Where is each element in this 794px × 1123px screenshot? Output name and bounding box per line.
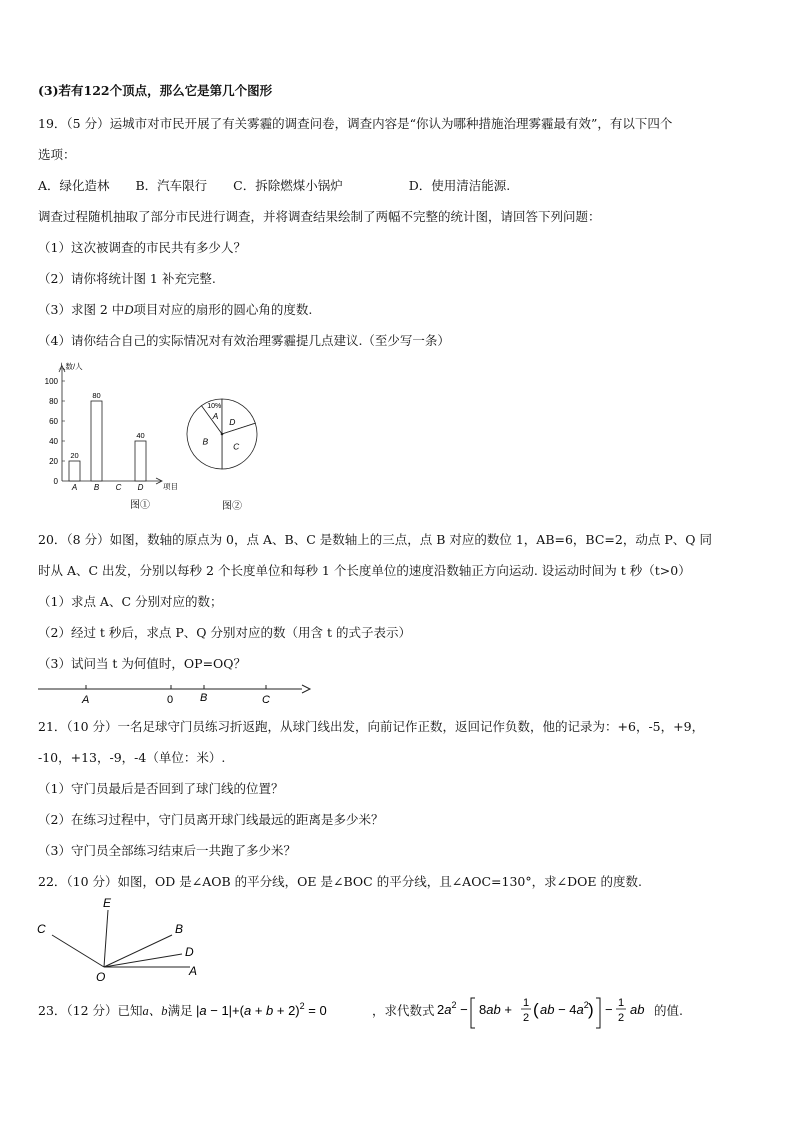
bar xyxy=(135,441,146,481)
x-tick-label: C xyxy=(115,483,122,492)
bar xyxy=(91,401,102,481)
q19-stem-line1: 19．（5 分）运城市对市民开展了有关雾霾的调查问卷，调查内容是“你认为哪种措施治理雾霾最有效”，有以下四个 xyxy=(38,116,673,131)
svg-text:−: − xyxy=(605,1002,613,1017)
bar-data-label: 80 xyxy=(92,391,101,400)
q19-option-c: C．拆除燃煤小锅炉 xyxy=(233,178,343,193)
label-d: D xyxy=(185,945,194,959)
point-o-label: 0 xyxy=(167,694,174,706)
q19-option-b: B．汽车限行 xyxy=(135,178,208,193)
q20-line1: 20．（8 分）如图，数轴的原点为 0，点 A、B、C 是数轴上的三点，点 B 对应的数位 1，AB=6，BC=2，动点 P、Q 同 xyxy=(38,532,712,547)
label-b: B xyxy=(175,922,184,936)
pie-slice-label: A xyxy=(212,411,219,422)
svg-text:2: 2 xyxy=(618,1012,625,1024)
q19-intro: 调查过程随机抽取了部分市民进行调查，并将调查结果绘制了两幅不完整的统计图，请回答下列问题： xyxy=(38,209,601,224)
svg-text:1: 1 xyxy=(523,997,530,1009)
y-tick-label: 60 xyxy=(49,417,58,426)
svg-text:2: 2 xyxy=(523,1012,530,1024)
x-tick-label: B xyxy=(93,483,100,492)
q20-sub3: （3）试问当 t 为何值时，OP=OQ？ xyxy=(38,656,247,671)
q18-part3: (3)若有122个顶点，那么它是第几个图形 xyxy=(38,83,273,98)
x-tick-label: A xyxy=(71,483,78,492)
y-axis-label: 人数/人 xyxy=(58,362,83,371)
ray-oe xyxy=(104,910,108,967)
q23-expression xyxy=(437,992,655,1036)
q20-sub1: （1）求点 A、C 分别对应的数； xyxy=(38,594,223,609)
angle-figure xyxy=(34,895,214,985)
fig2-caption: 图② xyxy=(222,501,242,512)
q19-options xyxy=(38,178,510,194)
svg-text:|a − 1|+(a + b + 2)2 = 0: $|a - 1|+(a + b + 2)^2 = 0$ xyxy=(196,1001,327,1018)
q19-sub1: （1）这次被调查的市民共有多少人？ xyxy=(38,240,246,255)
q21-sub2: （2）在练习过程中，守门员离开球门线最远的距离是多少米？ xyxy=(38,812,384,827)
svg-text:1: 1 xyxy=(618,997,625,1009)
q22-line1: 22．（10 分）如图，OD 是∠AOB 的平分线，OE 是∠BOC 的平分线，且∠AOC=130°，求∠DOE 的度数. xyxy=(38,874,642,889)
ray-ob xyxy=(104,935,172,967)
label-c: C xyxy=(37,922,46,936)
q23-condition-equation xyxy=(196,997,374,1025)
q19-stem-line2: 选项： xyxy=(38,147,76,162)
ray-oc xyxy=(52,935,104,967)
q21-sub3: （3）守门员全部练习结束后一共跑了多少米？ xyxy=(38,843,296,858)
point-c-label: C xyxy=(262,694,270,706)
q20-sub2: （2）经过 t 秒后，求点 P、Q 分别对应的数（用含 t 的式子表示） xyxy=(38,625,411,640)
y-tick-label: 40 xyxy=(49,437,58,446)
q21-line2: -10，+13，-9，-4（单位：米）. xyxy=(38,750,226,765)
label-a: A xyxy=(189,964,198,978)
number-line-figure xyxy=(36,680,316,706)
label-e: E xyxy=(103,896,112,910)
fig1-caption: 图① xyxy=(130,500,150,511)
point-b-label: B xyxy=(200,692,208,704)
y-tick-label: 20 xyxy=(49,457,58,466)
q23-mid: ，求代数式 xyxy=(372,1003,435,1018)
q19-option-a: A．绿化造林 xyxy=(38,178,110,193)
q19-sub3: （3）求图 2 中D项目对应的扇形的圆心角的度数. xyxy=(38,302,313,317)
q23-vars: a、b xyxy=(142,1004,168,1018)
label-o: O xyxy=(96,970,106,984)
q19-sub4: （4）请你结合自己的实际情况对有效治理雾霾提几点建议.（至少写一条） xyxy=(38,333,450,348)
q21-sub1: （1）守门员最后是否回到了球门线的位置？ xyxy=(38,781,284,796)
svg-text:(: ( xyxy=(533,1000,539,1019)
pie-slice-value: 10% xyxy=(207,403,222,411)
bar-data-label: 20 xyxy=(70,451,79,460)
q20-line2: 时从 A、C 出发，分别以每秒 2 个长度单位和每秒 1 个长度单位的速度沿数轴正方向运动. 设运动时间为 t 秒（t>0） xyxy=(38,563,691,578)
pie-slice-label: D xyxy=(229,416,236,427)
y-tick-label: 0 xyxy=(53,477,58,486)
point-a-label: A xyxy=(82,694,90,706)
svg-text:8ab +: 8ab + xyxy=(479,1002,512,1017)
svg-text:ab − 4a2: ab − $4a^2$ xyxy=(540,1000,589,1017)
bar-data-label: 40 xyxy=(136,431,145,440)
ray-od xyxy=(104,954,182,967)
svg-text:): ) xyxy=(588,1000,594,1019)
pie-slice-label: B xyxy=(202,436,209,447)
bar xyxy=(69,461,80,481)
q19-sub2: （2）请你将统计图 1 补充完整. xyxy=(38,271,216,286)
number-line-arrow xyxy=(302,685,310,693)
bar-chart-figure xyxy=(36,360,186,515)
pie-slice-label: C xyxy=(233,441,240,452)
svg-text:2a2 −: $2a^2$ − xyxy=(437,1000,468,1017)
q19-option-d: D．使用清洁能源. xyxy=(408,178,511,193)
x-tick-label: D xyxy=(137,483,144,492)
q23-suffix: 的值. xyxy=(654,1003,683,1018)
q21-line1: 21．（10 分）一名足球守门员练习折返跑，从球门线出发，向前记作正数，返回记作负数，他的记录为：+6，-5，+9， xyxy=(38,719,705,734)
y-tick-label: 80 xyxy=(49,397,58,406)
y-tick-label: 100 xyxy=(44,377,58,386)
svg-text:ab: ab xyxy=(630,1002,645,1017)
q23-text: 23．（12 分）已知a、b满足 xyxy=(38,1003,193,1018)
q19-sub3-var: D xyxy=(124,303,134,317)
pie-chart-figure xyxy=(180,392,280,515)
pie-center xyxy=(221,433,224,436)
x-axis-label: 项目 xyxy=(163,482,178,491)
